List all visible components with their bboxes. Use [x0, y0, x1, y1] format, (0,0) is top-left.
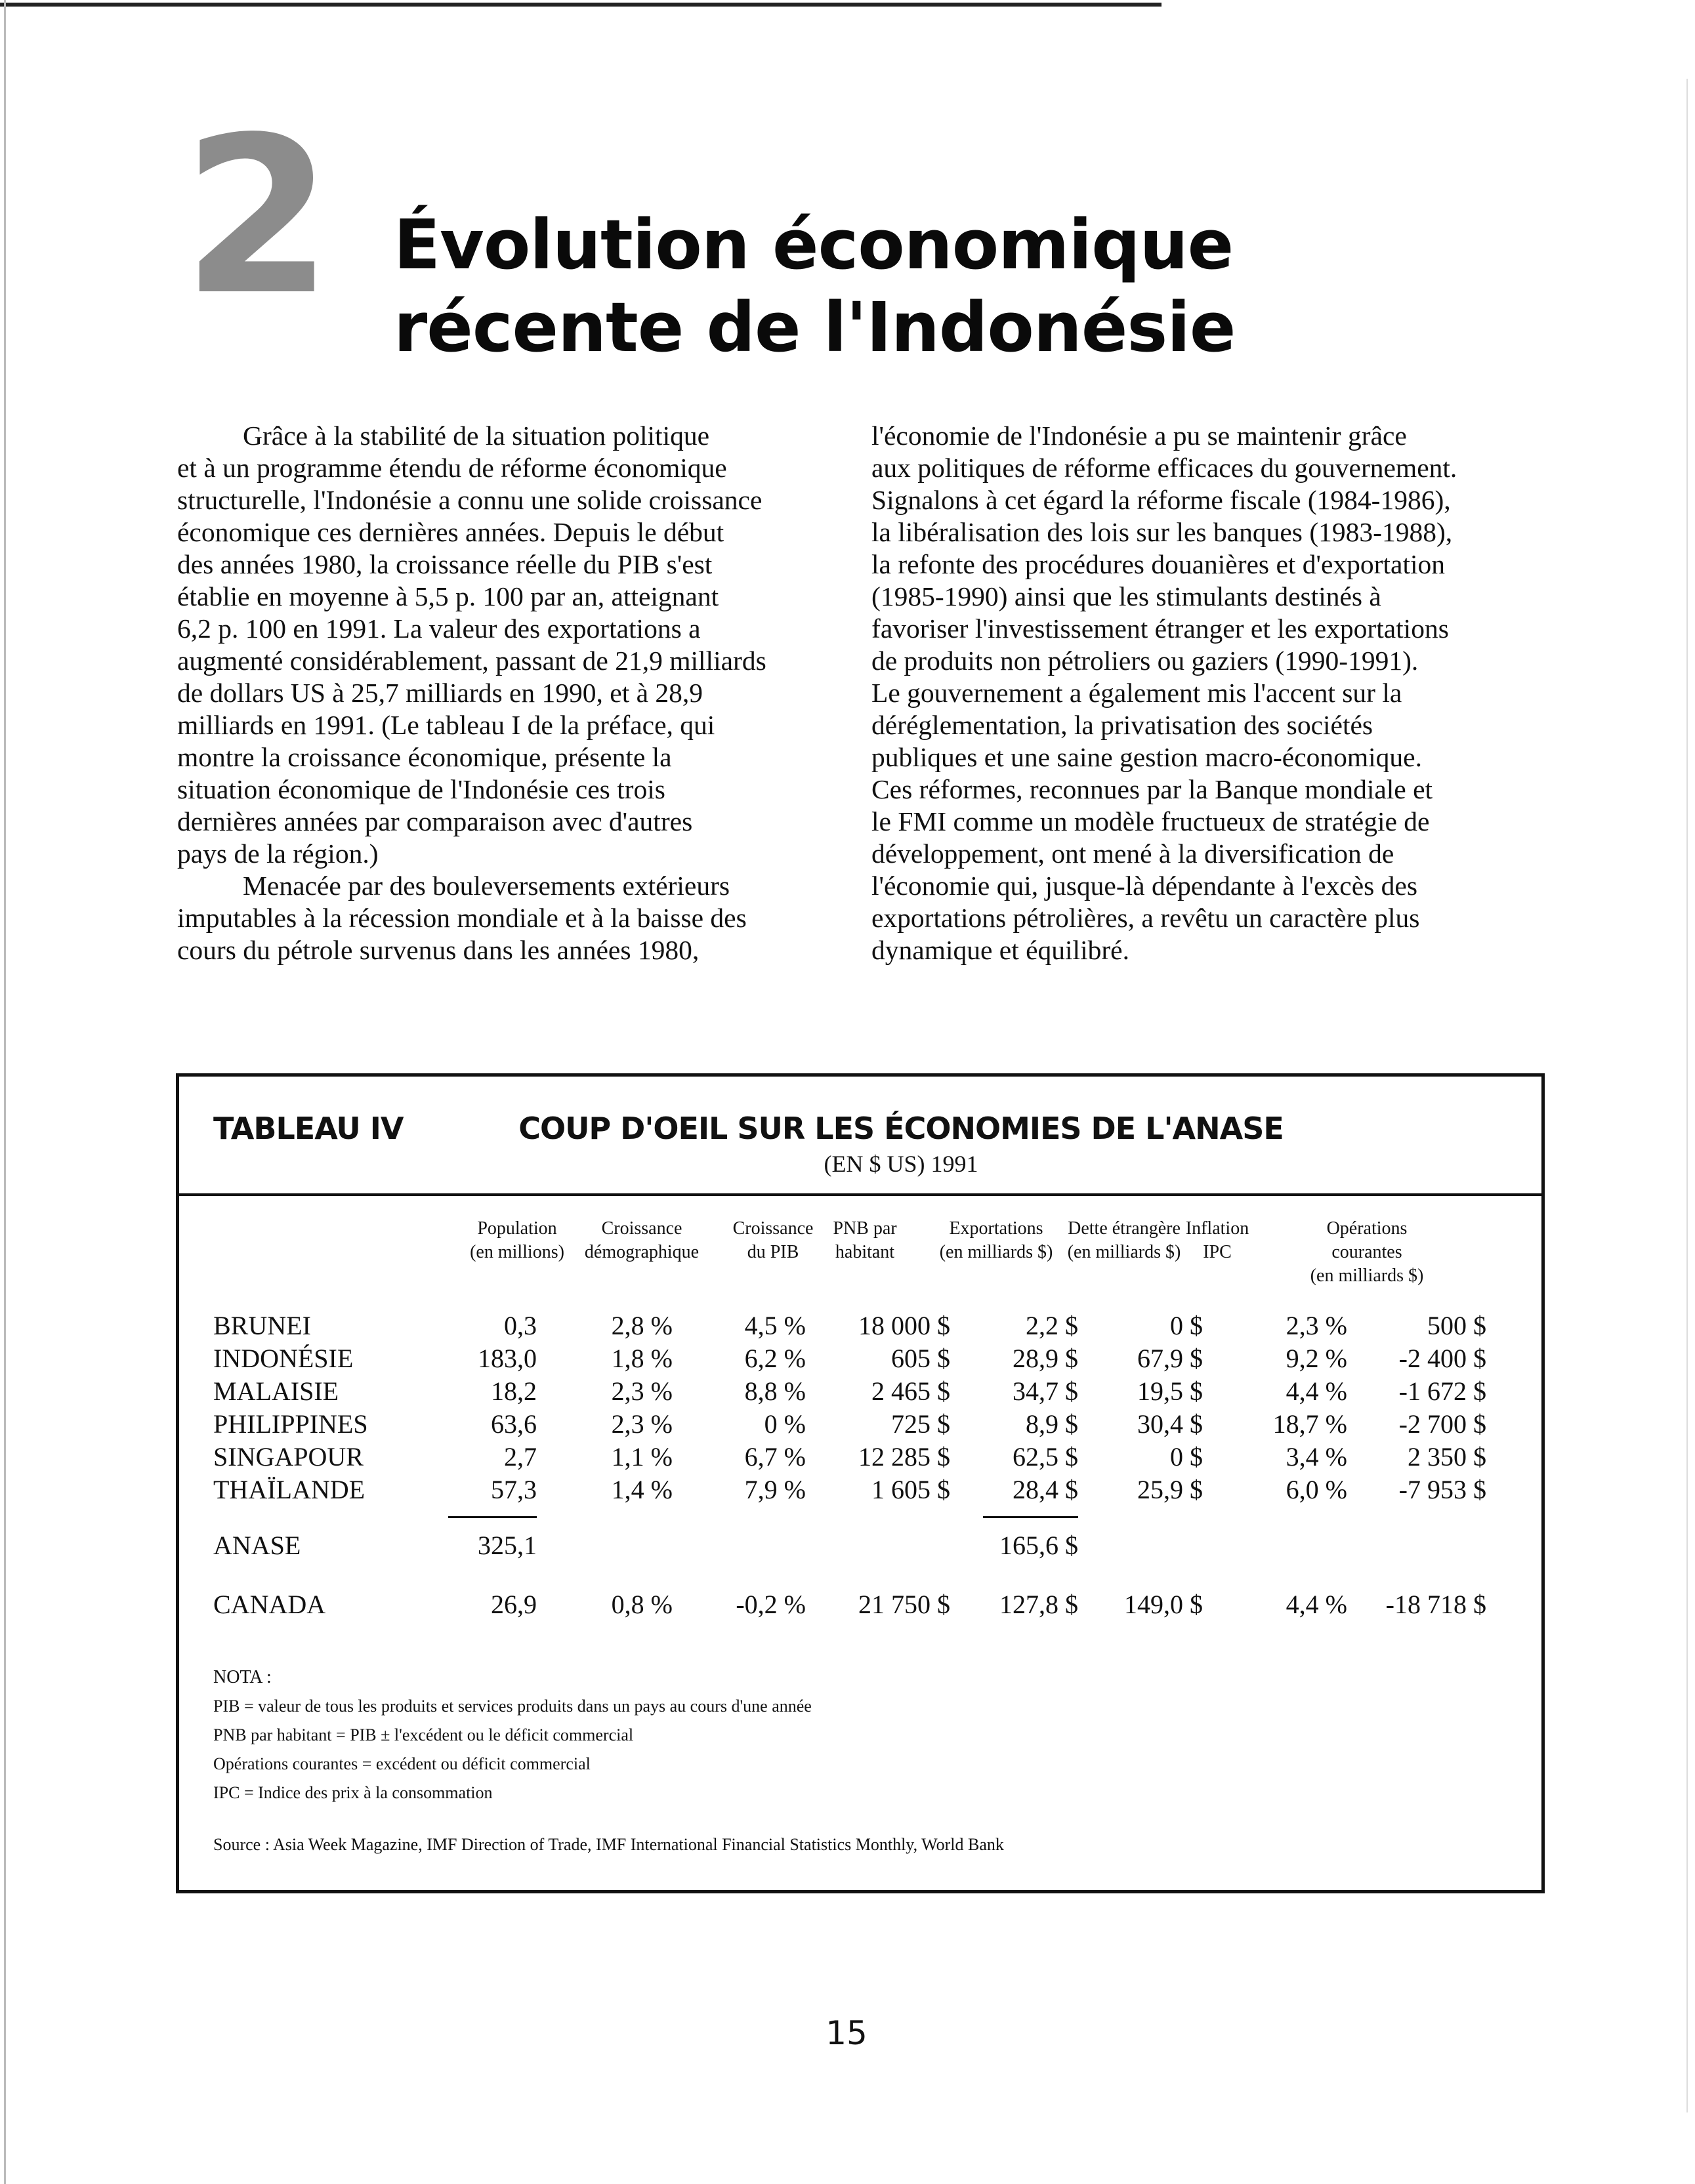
body-line: exportations pétrolières, a revêtu un caractère plus: [871, 903, 1420, 933]
column-header-line: (en milliards $): [939, 1242, 1053, 1262]
table-cell: 2,2 $: [1026, 1311, 1078, 1340]
body-line: le FMI comme un modèle fructueux de stratégie de: [871, 806, 1430, 836]
column-header-line: IPC: [1203, 1242, 1232, 1262]
body-line: Ces réformes, reconnues par la Banque mondiale et: [871, 774, 1433, 804]
row-country-name: INDONÉSIE: [213, 1344, 354, 1373]
table-cell: 127,8 $: [999, 1590, 1078, 1619]
body-line: Grâce à la stabilité de la situation politique: [243, 421, 710, 451]
table-cell: 21 750 $: [858, 1590, 950, 1619]
table-cell: 2,8 %: [611, 1311, 673, 1340]
body-line: aux politiques de réforme efficaces du gouvernement.: [871, 453, 1457, 483]
table-cell: -0,2 %: [736, 1590, 806, 1619]
column-header: [1168, 1217, 1266, 1264]
body-line: augmenté considérablement, passant de 21,9 milliards: [177, 646, 766, 676]
row-country-name: BRUNEI: [213, 1311, 311, 1340]
column-header-line: Dette étrangère: [1068, 1218, 1181, 1239]
body-line: Signalons à cet égard la réforme fiscale (1984-1986),: [871, 485, 1451, 515]
table-cell: -7 953 $: [1398, 1475, 1486, 1504]
page-number: 15: [826, 2014, 868, 2052]
body-line: pays de la région.): [177, 838, 379, 869]
table-cell: 25,9 $: [1137, 1475, 1203, 1504]
body-line: milliards en 1991. (Le tableau I de la préface, qui: [177, 710, 715, 740]
table-cell: 0,3: [504, 1311, 537, 1340]
column-header: [1288, 1217, 1446, 1288]
column-header-line: Croissance: [601, 1218, 682, 1239]
table-cell: -2 400 $: [1398, 1344, 1486, 1373]
table-cell: 4,4 %: [1286, 1376, 1347, 1406]
nota-line: Opérations courantes = excédent ou déficit commercial: [213, 1754, 591, 1773]
table-cell: 19,5 $: [1137, 1376, 1203, 1406]
table-cell: 18,7 %: [1272, 1409, 1347, 1439]
nota-line: PNB par habitant = PIB ± l'excédent ou le déficit commercial: [213, 1725, 634, 1744]
table-header: [179, 1077, 1541, 1196]
column-header-line: Inflation: [1185, 1218, 1249, 1239]
row-country-name: SINGAPOUR: [213, 1442, 364, 1472]
body-line: dynamique et équilibré.: [871, 935, 1129, 965]
right-margin-rule: [1686, 79, 1688, 2112]
table-cell: 8,9 $: [1026, 1409, 1078, 1439]
table-cell: 12 285 $: [858, 1442, 950, 1472]
table-cell: 67,9 $: [1137, 1344, 1203, 1373]
body-column-right: [871, 420, 1508, 966]
table-cell: 1 605 $: [871, 1475, 950, 1504]
table-cell: 325,1: [478, 1531, 537, 1560]
body-column-left: [177, 420, 814, 966]
table-label: TABLEAU IV: [213, 1111, 404, 1146]
table-cell: 2,3 %: [1286, 1311, 1347, 1340]
column-header-line: démographique: [584, 1242, 700, 1262]
sum-rule: [448, 1516, 537, 1518]
table-cell: 2,3 %: [611, 1409, 673, 1439]
nota-line: PIB = valeur de tous les produits et services produits dans un pays au cours d'une année: [213, 1697, 812, 1716]
body-line: de dollars US à 25,7 milliards en 1990, et à 28,9: [177, 678, 703, 708]
table-cell: 18 000 $: [858, 1311, 950, 1340]
table-cell: 8,8 %: [744, 1376, 806, 1406]
body-line: l'économie de l'Indonésie a pu se maintenir grâce: [871, 421, 1407, 451]
table-cell: 1,8 %: [611, 1344, 673, 1373]
table-cell: 4,4 %: [1286, 1590, 1347, 1619]
nota-line: IPC = Indice des prix à la consommation: [213, 1783, 493, 1802]
table-cell: 63,6: [491, 1409, 537, 1439]
table-cell: 0,8 %: [611, 1590, 673, 1619]
body-line: dernières années par comparaison avec d'autres: [177, 806, 693, 836]
table-cell: -1 672 $: [1398, 1376, 1486, 1406]
table-cell: 2,7: [504, 1442, 537, 1472]
column-header: [448, 1217, 586, 1264]
body-line: établie en moyenne à 5,5 p. 100 par an, atteignant: [177, 581, 719, 611]
row-country-name: PHILIPPINES: [213, 1409, 368, 1439]
body-line: imputables à la récession mondiale et à la baisse des: [177, 903, 747, 933]
body-line: des années 1980, la croissance réelle du PIB s'est: [177, 549, 713, 579]
body-line: Le gouvernement a également mis l'accent sur la: [871, 678, 1402, 708]
column-header-line: courantes: [1331, 1242, 1402, 1262]
table-cell: 1,1 %: [611, 1442, 673, 1472]
body-line: la refonte des procédures douanières et d'exportation: [871, 549, 1446, 579]
body-line: structurelle, l'Indonésie a connu une solide croissance: [177, 485, 763, 515]
body-line: la libéralisation des lois sur les banques (1983-1988),: [871, 517, 1453, 547]
body-line: cours du pétrole survenus dans les années 1980,: [177, 935, 700, 965]
body-line: publiques et une saine gestion macro-économique.: [871, 742, 1422, 772]
column-header-line: (en milliards $): [1310, 1266, 1424, 1286]
left-margin-rule: [4, 0, 6, 2184]
column-header: [566, 1217, 717, 1264]
top-rule: [0, 3, 1161, 7]
row-country-name: MALAISIE: [213, 1376, 339, 1406]
body-line: Menacée par des bouleversements extérieurs: [243, 871, 730, 901]
table-cell: 0 $: [1170, 1442, 1203, 1472]
body-line: 6,2 p. 100 en 1991. La valeur des exportations a: [177, 613, 701, 644]
table-cell: 725 $: [891, 1409, 950, 1439]
body-line: favoriser l'investissement étranger et les exportations: [871, 613, 1449, 644]
body-line: économique ces dernières années. Depuis le début: [177, 517, 724, 547]
chapter-title-line-1: Évolution économique: [394, 205, 1234, 285]
chapter-title-line-2: récente de l'Indonésie: [394, 287, 1236, 367]
table-cell: 34,7 $: [1013, 1376, 1078, 1406]
column-header: [724, 1217, 822, 1264]
table-cell: 3,4 %: [1286, 1442, 1347, 1472]
table-cell: 9,2 %: [1286, 1344, 1347, 1373]
table-cell: 165,6 $: [999, 1531, 1078, 1560]
table-cell: 6,2 %: [744, 1344, 806, 1373]
table-cell: 4,5 %: [744, 1311, 806, 1340]
table-cell: 149,0 $: [1124, 1590, 1203, 1619]
body-line: situation économique de l'Indonésie ces trois: [177, 774, 665, 804]
table-cell: 500 $: [1427, 1311, 1486, 1340]
column-header-line: (en milliards $): [1067, 1242, 1181, 1262]
body-line: montre la croissance économique, présente la: [177, 742, 672, 772]
table-cell: 57,3: [491, 1475, 537, 1504]
table-cell: 6,0 %: [1286, 1475, 1347, 1504]
column-header-line: Croissance: [732, 1218, 814, 1239]
body-line: l'économie qui, jusque-là dépendante à l'excès des: [871, 871, 1417, 901]
row-country-name: ANASE: [213, 1531, 301, 1560]
nota-label: NOTA :: [213, 1667, 272, 1687]
table-cell: 2,3 %: [611, 1376, 673, 1406]
column-header-line: Population: [477, 1218, 557, 1239]
table-cell: -18 718 $: [1385, 1590, 1486, 1619]
column-header: [816, 1217, 914, 1264]
sum-rule: [983, 1516, 1078, 1518]
chapter-number: 2: [177, 131, 338, 302]
table-subtitle: (EN $ US) 1991: [824, 1151, 978, 1177]
table-cell: 30,4 $: [1137, 1409, 1203, 1439]
table-cell: 28,9 $: [1013, 1344, 1078, 1373]
table-iv: [176, 1073, 1545, 1893]
table-cell: 183,0: [478, 1344, 537, 1373]
column-header: [924, 1217, 1068, 1264]
row-country-name: THAÏLANDE: [213, 1475, 366, 1504]
body-line: de produits non pétroliers ou gaziers (1990-1991).: [871, 646, 1419, 676]
table-cell: 62,5 $: [1013, 1442, 1078, 1472]
table-cell: 6,7 %: [744, 1442, 806, 1472]
column-header-line: (en millions): [470, 1242, 564, 1262]
column-header-line: du PIB: [747, 1242, 799, 1262]
table-cell: 18,2: [491, 1376, 537, 1406]
table-cell: 2 350 $: [1408, 1442, 1486, 1472]
table-cell: 1,4 %: [611, 1475, 673, 1504]
column-header-line: PNB par: [833, 1218, 897, 1239]
table-cell: 28,4 $: [1013, 1475, 1078, 1504]
chapter-title: [394, 203, 1641, 369]
table-cell: -2 700 $: [1398, 1409, 1486, 1439]
body-line: et à un programme étendu de réforme économique: [177, 453, 727, 483]
column-header-line: Exportations: [949, 1218, 1043, 1239]
table-cell: 0 %: [764, 1409, 806, 1439]
table-cell: 7,9 %: [744, 1475, 806, 1504]
body-line: développement, ont mené à la diversification de: [871, 838, 1394, 869]
row-country-name: CANADA: [213, 1590, 326, 1619]
body-line: déréglementation, la privatisation des sociétés: [871, 710, 1373, 740]
table-cell: 26,9: [491, 1590, 537, 1619]
table-cell: 2 465 $: [871, 1376, 950, 1406]
table-cell: 0 $: [1170, 1311, 1203, 1340]
body-line: (1985-1990) ainsi que les stimulants destinés à: [871, 581, 1381, 611]
column-header-line: habitant: [835, 1242, 895, 1262]
table-cell: 605 $: [891, 1344, 950, 1373]
table-source: Source : Asia Week Magazine, IMF Direction of Trade, IMF International Financial Statistics Monthly, World Bank: [213, 1835, 1004, 1854]
table-title: COUP D'OEIL SUR LES ÉCONOMIES DE L'ANASE: [518, 1111, 1284, 1146]
column-header-line: Opérations: [1326, 1218, 1408, 1239]
